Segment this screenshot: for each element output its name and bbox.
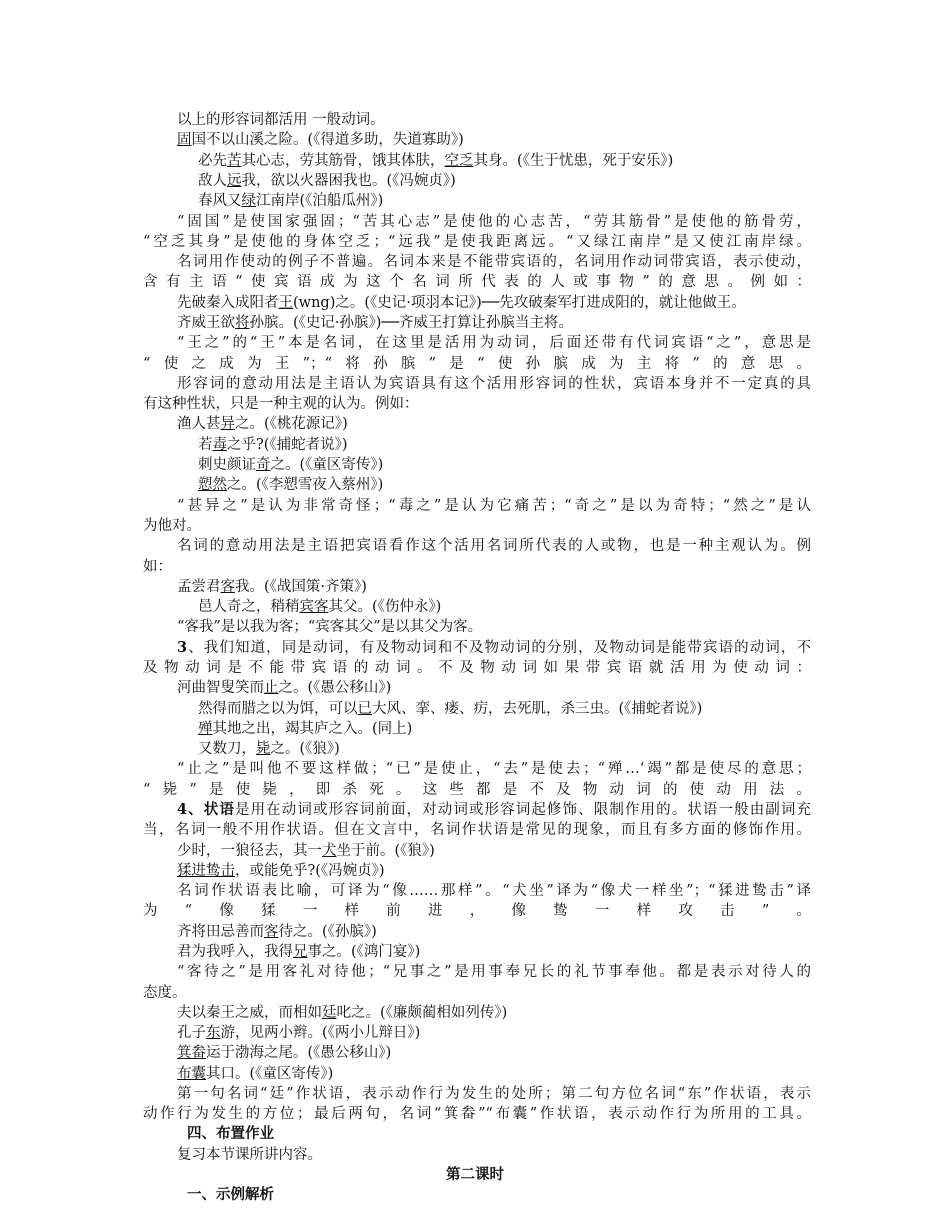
text-line bbox=[143, 901, 811, 921]
text-line bbox=[177, 759, 811, 779]
text-span: 孙膑。(《史记·孙膑》)──齐威王打算让孙膑当主将。 bbox=[249, 315, 573, 331]
text-line bbox=[177, 678, 391, 698]
text-span: 邑人奇之，稍稍 bbox=[198, 599, 300, 615]
bold-text: 第二课时 bbox=[446, 1166, 504, 1183]
underlined-word: 固 bbox=[177, 132, 192, 148]
text-line bbox=[177, 414, 348, 434]
text-line bbox=[187, 1124, 274, 1144]
text-span: 当，名词一般不用作状语。但在文言中，名词作状语是常见的现象，而且有多方面的修饰作用。 bbox=[143, 822, 811, 838]
underlined-word: 箕畚 bbox=[177, 1045, 206, 1061]
underlined-word: 殚 bbox=[198, 721, 213, 737]
text-span: 及物动词是不能带宾语的动词。不及物动词如果带宾语就活用为使动词： bbox=[143, 660, 811, 676]
text-line bbox=[177, 800, 811, 820]
underlined-word: 奇 bbox=[256, 457, 271, 473]
text-span: 河曲智叟笑而 bbox=[177, 680, 264, 696]
underlined-word: 绿 bbox=[241, 193, 256, 209]
text-span: 为“像猱一样前进，像鸷一样攻击”。 bbox=[143, 903, 811, 919]
text-span: 之乎?(《捕蛇者说》) bbox=[227, 437, 348, 453]
text-span: 待之。(《孙膑》) bbox=[278, 924, 377, 940]
text-line bbox=[198, 597, 441, 617]
text-span: 若 bbox=[198, 437, 213, 453]
text-line bbox=[198, 435, 348, 455]
text-line bbox=[177, 861, 385, 881]
text-span: “止之”是叫他不要这样做；“已”是使止，“去”是使去；“殚…‘竭”都是使尽的意思； bbox=[177, 761, 811, 777]
text-span: 之。(《愚公移山》) bbox=[278, 680, 392, 696]
underlined-word: 东 bbox=[206, 1025, 221, 1041]
text-span: 齐威王欲 bbox=[177, 315, 235, 331]
text-span: 必先 bbox=[198, 153, 227, 169]
text-span: 江南岸(《泊船瓜州》) bbox=[256, 193, 384, 209]
text-span: 叱之。(《廉颇蔺相如列传》) bbox=[336, 1005, 508, 1021]
text-span: 少时，一狼径去，其一 bbox=[177, 843, 322, 859]
text-line bbox=[198, 191, 383, 211]
text-span: 夫以秦王之威，而相如 bbox=[177, 1005, 322, 1021]
text-span: 含有主语“使宾语成为这个名词所代表的人或事物”的意思。例如： bbox=[143, 274, 811, 290]
bold-text: 4、状语 bbox=[177, 801, 235, 818]
underlined-word: 止 bbox=[264, 680, 279, 696]
text-span: “固国”是使国家强固；“苦其心志”是使他的心志苦，“劳其筋骨”是使他的筋骨劳， bbox=[177, 214, 811, 230]
underlined-word: 布囊 bbox=[177, 1066, 206, 1082]
underlined-word: 廷 bbox=[322, 1005, 337, 1021]
text-span: “王之”的“王”本是名词，在这里是活用为动词，后面还带有代词宾语“之”，意思是 bbox=[177, 335, 811, 351]
text-line bbox=[177, 252, 811, 272]
text-line bbox=[143, 516, 201, 536]
text-line bbox=[198, 719, 412, 739]
text-line bbox=[198, 699, 702, 719]
text-line bbox=[143, 557, 172, 577]
text-span: 其父。(《伤仲永》) bbox=[328, 599, 442, 615]
text-line bbox=[143, 780, 811, 800]
text-span: 为他对。 bbox=[143, 518, 201, 534]
text-line bbox=[177, 1043, 391, 1063]
text-line bbox=[177, 638, 811, 658]
text-span: 其身。(《生于忧患，死于安乐》) bbox=[473, 153, 674, 169]
text-span: “使之成为王”；“将孙膑”是“使孙膑成为主将”的意思。 bbox=[143, 356, 811, 372]
underlined-word: 将 bbox=[235, 315, 250, 331]
underlined-word: 客 bbox=[264, 924, 279, 940]
text-span: 齐将田忌善而 bbox=[177, 924, 264, 940]
underlined-word: 然 bbox=[212, 477, 227, 493]
underlined-word: 毙 bbox=[256, 741, 271, 757]
underlined-word: 苦 bbox=[227, 153, 242, 169]
text-span: 之。(《桃花源记》) bbox=[235, 416, 348, 432]
underlined-word: 兄 bbox=[293, 944, 308, 960]
underlined-word: 王 bbox=[278, 295, 293, 311]
text-span: 形容词的意动用法是主语认为宾语具有这个活用形容词的性状，宾语本身并不一定真的具 bbox=[177, 376, 811, 392]
text-line bbox=[177, 1023, 420, 1043]
text-line bbox=[143, 820, 811, 840]
text-span: 复习本节课所讲内容。 bbox=[177, 1147, 322, 1163]
text-line bbox=[143, 394, 419, 414]
section-heading bbox=[0, 1165, 950, 1185]
text-line bbox=[177, 333, 811, 353]
text-line bbox=[143, 272, 811, 292]
text-line bbox=[177, 617, 482, 637]
text-span: (wng)之。(《史记·项羽本记》)──先攻破秦军打进成阳的，就让他做王。 bbox=[293, 295, 746, 311]
underlined-word: 异 bbox=[220, 416, 235, 432]
text-span: 之。(《童区寄传》) bbox=[270, 457, 384, 473]
text-span: 春风又 bbox=[198, 193, 242, 209]
text-line bbox=[177, 922, 377, 942]
text-line bbox=[198, 475, 383, 495]
text-line bbox=[177, 374, 811, 394]
bold-text: 一、示例解析 bbox=[187, 1186, 274, 1203]
text-line bbox=[143, 1104, 811, 1124]
text-line bbox=[143, 983, 187, 1003]
text-line bbox=[177, 1145, 322, 1165]
text-line bbox=[177, 1064, 333, 1084]
text-line bbox=[198, 455, 383, 475]
underlined-word: 犬 bbox=[322, 843, 337, 859]
underlined-word: 宾客 bbox=[299, 599, 329, 615]
text-span: 事之。(《鸿门宴》) bbox=[307, 944, 421, 960]
text-line bbox=[198, 151, 673, 171]
text-span: 态度。 bbox=[143, 985, 187, 1001]
text-span: 动作行为发生的方位；最后两句，名词“箕畚”“布囊”作状语，表示动作行为所用的工具。 bbox=[143, 1106, 811, 1122]
text-line bbox=[198, 171, 456, 191]
text-span: 游，见两小辫。(《两小儿辩日》) bbox=[220, 1025, 421, 1041]
text-span: “毙”是使毙，即杀死。这些都是不及物动词的使动用法。 bbox=[143, 782, 811, 798]
text-span: 第一句名词“廷”作状语，表示动作行为发生的处所；第二句方位名词“东”作状语，表示 bbox=[177, 1086, 811, 1102]
text-line bbox=[177, 962, 811, 982]
text-span: 敌人 bbox=[198, 173, 227, 189]
text-span: 以上的形容词都活用 一般动词。 bbox=[177, 112, 385, 128]
text-line bbox=[177, 577, 367, 597]
text-span: 我。(《战国策·齐策》) bbox=[235, 579, 367, 595]
text-span: 大风、挛、瘘、疠，去死肌，杀三虫。(《捕蛇者说》) bbox=[372, 701, 703, 717]
text-span: “甚异之”是认为非常奇怪；“毒之”是认为它痛苦；“奇之”是以为奇特；“然之”是认 bbox=[177, 498, 811, 514]
underlined-word: 客 bbox=[220, 579, 235, 595]
text-span: 刺史颜证 bbox=[198, 457, 256, 473]
text-line bbox=[143, 658, 811, 678]
text-line bbox=[198, 739, 340, 759]
underlined-word: 空乏 bbox=[444, 153, 474, 169]
text-line bbox=[187, 1185, 274, 1205]
text-line bbox=[177, 841, 435, 861]
text-span: 有这种性状，只是一种主观的认为。例如： bbox=[143, 396, 419, 412]
text-span: 然得而腊之以为饵，可以 bbox=[198, 701, 358, 717]
text-span: 坐于前。(《狼》) bbox=[336, 843, 435, 859]
underlined-word: 毒 bbox=[212, 437, 227, 453]
text-span: 是用在动词或形容词前面，对动词或形容词起修饰、限制作用的。状语一般由副词充 bbox=[234, 802, 811, 818]
underlined-word: 远 bbox=[227, 173, 242, 189]
text-span: 运于渤海之尾。(《愚公移山》) bbox=[206, 1045, 392, 1061]
text-span: 孔子 bbox=[177, 1025, 206, 1041]
text-span: 其心志，劳其筋骨，饿其体肤， bbox=[241, 153, 445, 169]
bold-text: 3 bbox=[177, 639, 188, 656]
text-span: 国不以山溪之险。(《得道多助，失道寡助》) bbox=[191, 132, 464, 148]
text-span: 之。(《狼》) bbox=[270, 741, 340, 757]
text-line bbox=[177, 1084, 811, 1104]
underlined-word: 愬 bbox=[198, 477, 213, 493]
text-line bbox=[177, 1003, 507, 1023]
text-span: ，或能免乎?(《冯婉贞》) bbox=[235, 863, 385, 879]
text-span: 、我们知道，同是动词，有及物动词和不及物动词的分别，及物动词是能带宾语的动词，不 bbox=[187, 640, 811, 656]
text-span: 名词作状语表比喻，可译为“像……那样”。“犬坐”译为“像犬一样坐”；“猱进鸷击”译 bbox=[177, 883, 811, 899]
text-span: 名词用作使动的例子不普遍。名词本来是不能带宾语的，名词用作动词带宾语，表示使动， bbox=[177, 254, 811, 270]
text-span: 孟尝君 bbox=[177, 579, 221, 595]
text-line bbox=[177, 110, 385, 130]
text-line bbox=[177, 881, 811, 901]
text-span: 之。(《李愬雪夜入蔡州》) bbox=[227, 477, 384, 493]
text-span: 我，欲以火器困我也。(《冯婉贞》) bbox=[241, 173, 456, 189]
bold-text: 四、布置作业 bbox=[187, 1125, 274, 1142]
text-span: 先破秦入成阳者 bbox=[177, 295, 279, 311]
text-line bbox=[177, 313, 573, 333]
underlined-word: 猱进鸷击 bbox=[177, 863, 235, 879]
text-span: 又数刀， bbox=[198, 741, 256, 757]
text-line bbox=[143, 354, 811, 374]
text-line bbox=[177, 496, 811, 516]
text-line bbox=[177, 536, 811, 556]
text-line bbox=[177, 942, 420, 962]
text-span: 其地之出，竭其庐之入。(同上) bbox=[212, 721, 413, 737]
text-line bbox=[177, 130, 464, 150]
text-span: “客我”是以我为客；“宾客其父”是以其父为客。 bbox=[177, 619, 483, 635]
text-span: 君为我呼入，我得 bbox=[177, 944, 293, 960]
text-span: 其口。(《童区寄传》) bbox=[206, 1066, 334, 1082]
underlined-word: 已 bbox=[357, 701, 372, 717]
text-line bbox=[177, 293, 746, 313]
text-line bbox=[177, 212, 811, 232]
text-span: 渔人甚 bbox=[177, 416, 221, 432]
text-span: “客待之”是用客礼对待他；“兄事之”是用事奉兄长的礼节事奉他。都是表示对待人的 bbox=[177, 964, 811, 980]
text-line bbox=[143, 232, 811, 252]
text-span: “空乏其身”是使他的身体空乏；“远我”是使我距离远。“又绿江南岸”是又使江南岸绿。 bbox=[143, 234, 811, 250]
text-span: 如： bbox=[143, 559, 172, 575]
text-span: 名词的意动用法是主语把宾语看作这个活用名词所代表的人或物，也是一种主观认为。例 bbox=[177, 538, 811, 554]
